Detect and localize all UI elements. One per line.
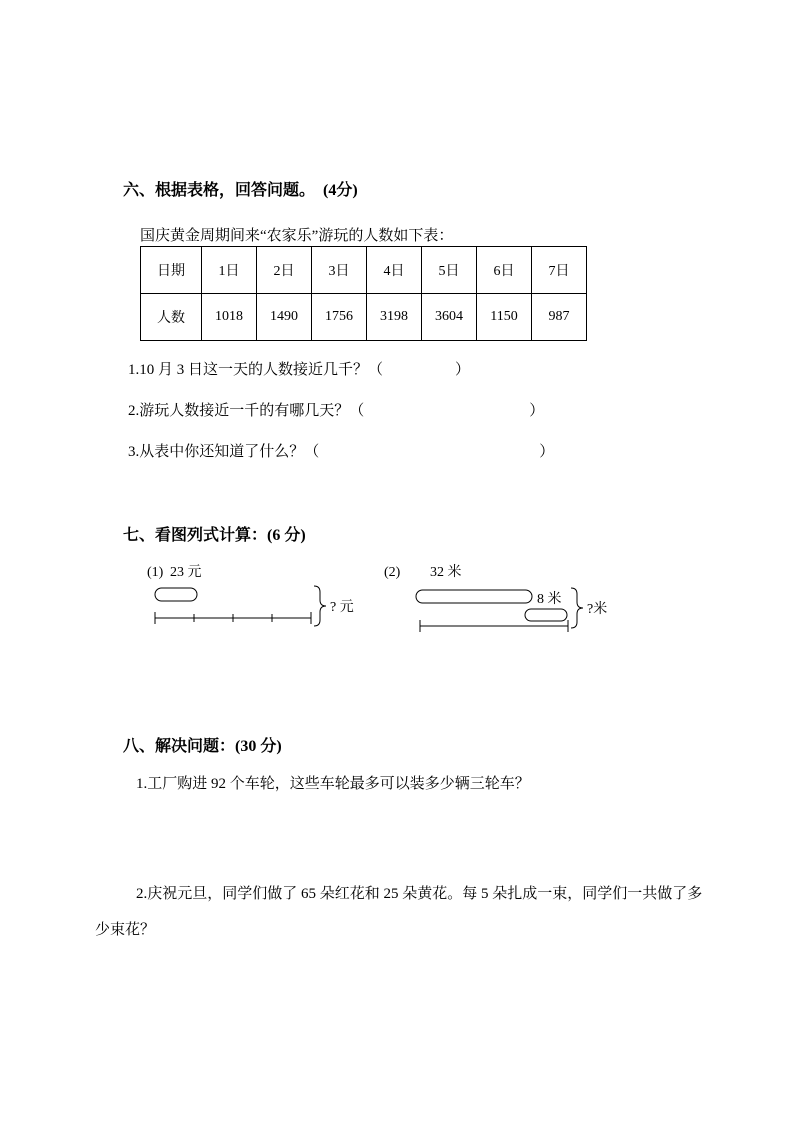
diagram-2 — [380, 556, 625, 636]
table-cell-day4: 4日 — [367, 247, 422, 294]
table-cell-val3: 1756 — [312, 294, 367, 341]
question-2 — [128, 399, 544, 420]
segment-line — [155, 612, 311, 624]
question-1-close-paren: ） — [455, 362, 471, 378]
table-cell-day6: 6日 — [477, 247, 532, 294]
bar-23-yuan — [155, 588, 197, 601]
table-cell-val5: 3604 — [422, 294, 477, 341]
visitors-table — [140, 246, 587, 341]
diagram-1-index: (1) — [147, 565, 164, 580]
table-cell-day7: 7日 — [532, 247, 587, 294]
table-cell-val1: 1018 — [202, 294, 257, 341]
table-cell-people-label: 人数 — [141, 294, 202, 341]
problem-1: 1.工厂购进 92 个车轮，这些车轮最多可以装多少辆三轮车？ — [136, 776, 530, 792]
table-cell-val2: 1490 — [257, 294, 312, 341]
table-cell-val7: 987 — [532, 294, 587, 341]
table-cell-day2: 2日 — [257, 247, 312, 294]
table-cell-day1: 1日 — [202, 247, 257, 294]
diagram-2-extra-label: 8 米 — [537, 592, 562, 607]
section-6-heading: 六、根据表格，回答问题。 (4分) — [123, 182, 358, 199]
diagram-1 — [140, 556, 380, 636]
diagram-1-amount-label: 23 元 — [170, 565, 202, 580]
table-cell-day3: 3日 — [312, 247, 367, 294]
diagram-2-index: (2) — [384, 565, 401, 580]
section-7-heading: 七、看图列式计算：(6 分) — [123, 527, 306, 544]
question-2-close-paren: ） — [529, 403, 545, 419]
question-3-text: 3.从表中你还知道了什么？（ — [128, 444, 320, 460]
question-3-close-paren: ） — [539, 444, 555, 460]
bar-32-mi — [416, 590, 532, 603]
diagram-1-question-label: ? 元 — [330, 600, 354, 615]
table-data-row — [141, 294, 587, 341]
question-2-text: 2.游玩人数接近一千的有哪几天？（ — [128, 403, 365, 419]
problem-2-line-1: 2.庆祝元旦，同学们做了 65 朵红花和 25 朵黄花。每 5 朵扎成一束，同学们一共做了多 — [136, 886, 703, 902]
bar-8-mi — [525, 609, 567, 621]
table-cell-val4: 3198 — [367, 294, 422, 341]
table-cell-day5: 5日 — [422, 247, 477, 294]
diagram-2-amount-label: 32 米 — [430, 565, 462, 580]
question-1 — [128, 358, 470, 379]
problem-2-line-2: 少束花？ — [95, 922, 156, 938]
table-cell-date-label: 日期 — [141, 247, 202, 294]
table-intro: 国庆黄金周期间来“农家乐”游玩的人数如下表： — [140, 228, 454, 244]
question-1-text: 1.10 月 3 日这一天的人数接近几千？（ — [128, 362, 384, 378]
table-cell-val6: 1150 — [477, 294, 532, 341]
brace-icon — [571, 588, 583, 628]
base-line — [420, 620, 568, 632]
diagram-2-question-label: ?米 — [587, 602, 608, 617]
section-8-heading: 八、解决问题：(30 分) — [123, 738, 282, 755]
brace-icon — [314, 586, 326, 626]
table-header-row — [141, 247, 587, 294]
question-3 — [128, 440, 554, 461]
